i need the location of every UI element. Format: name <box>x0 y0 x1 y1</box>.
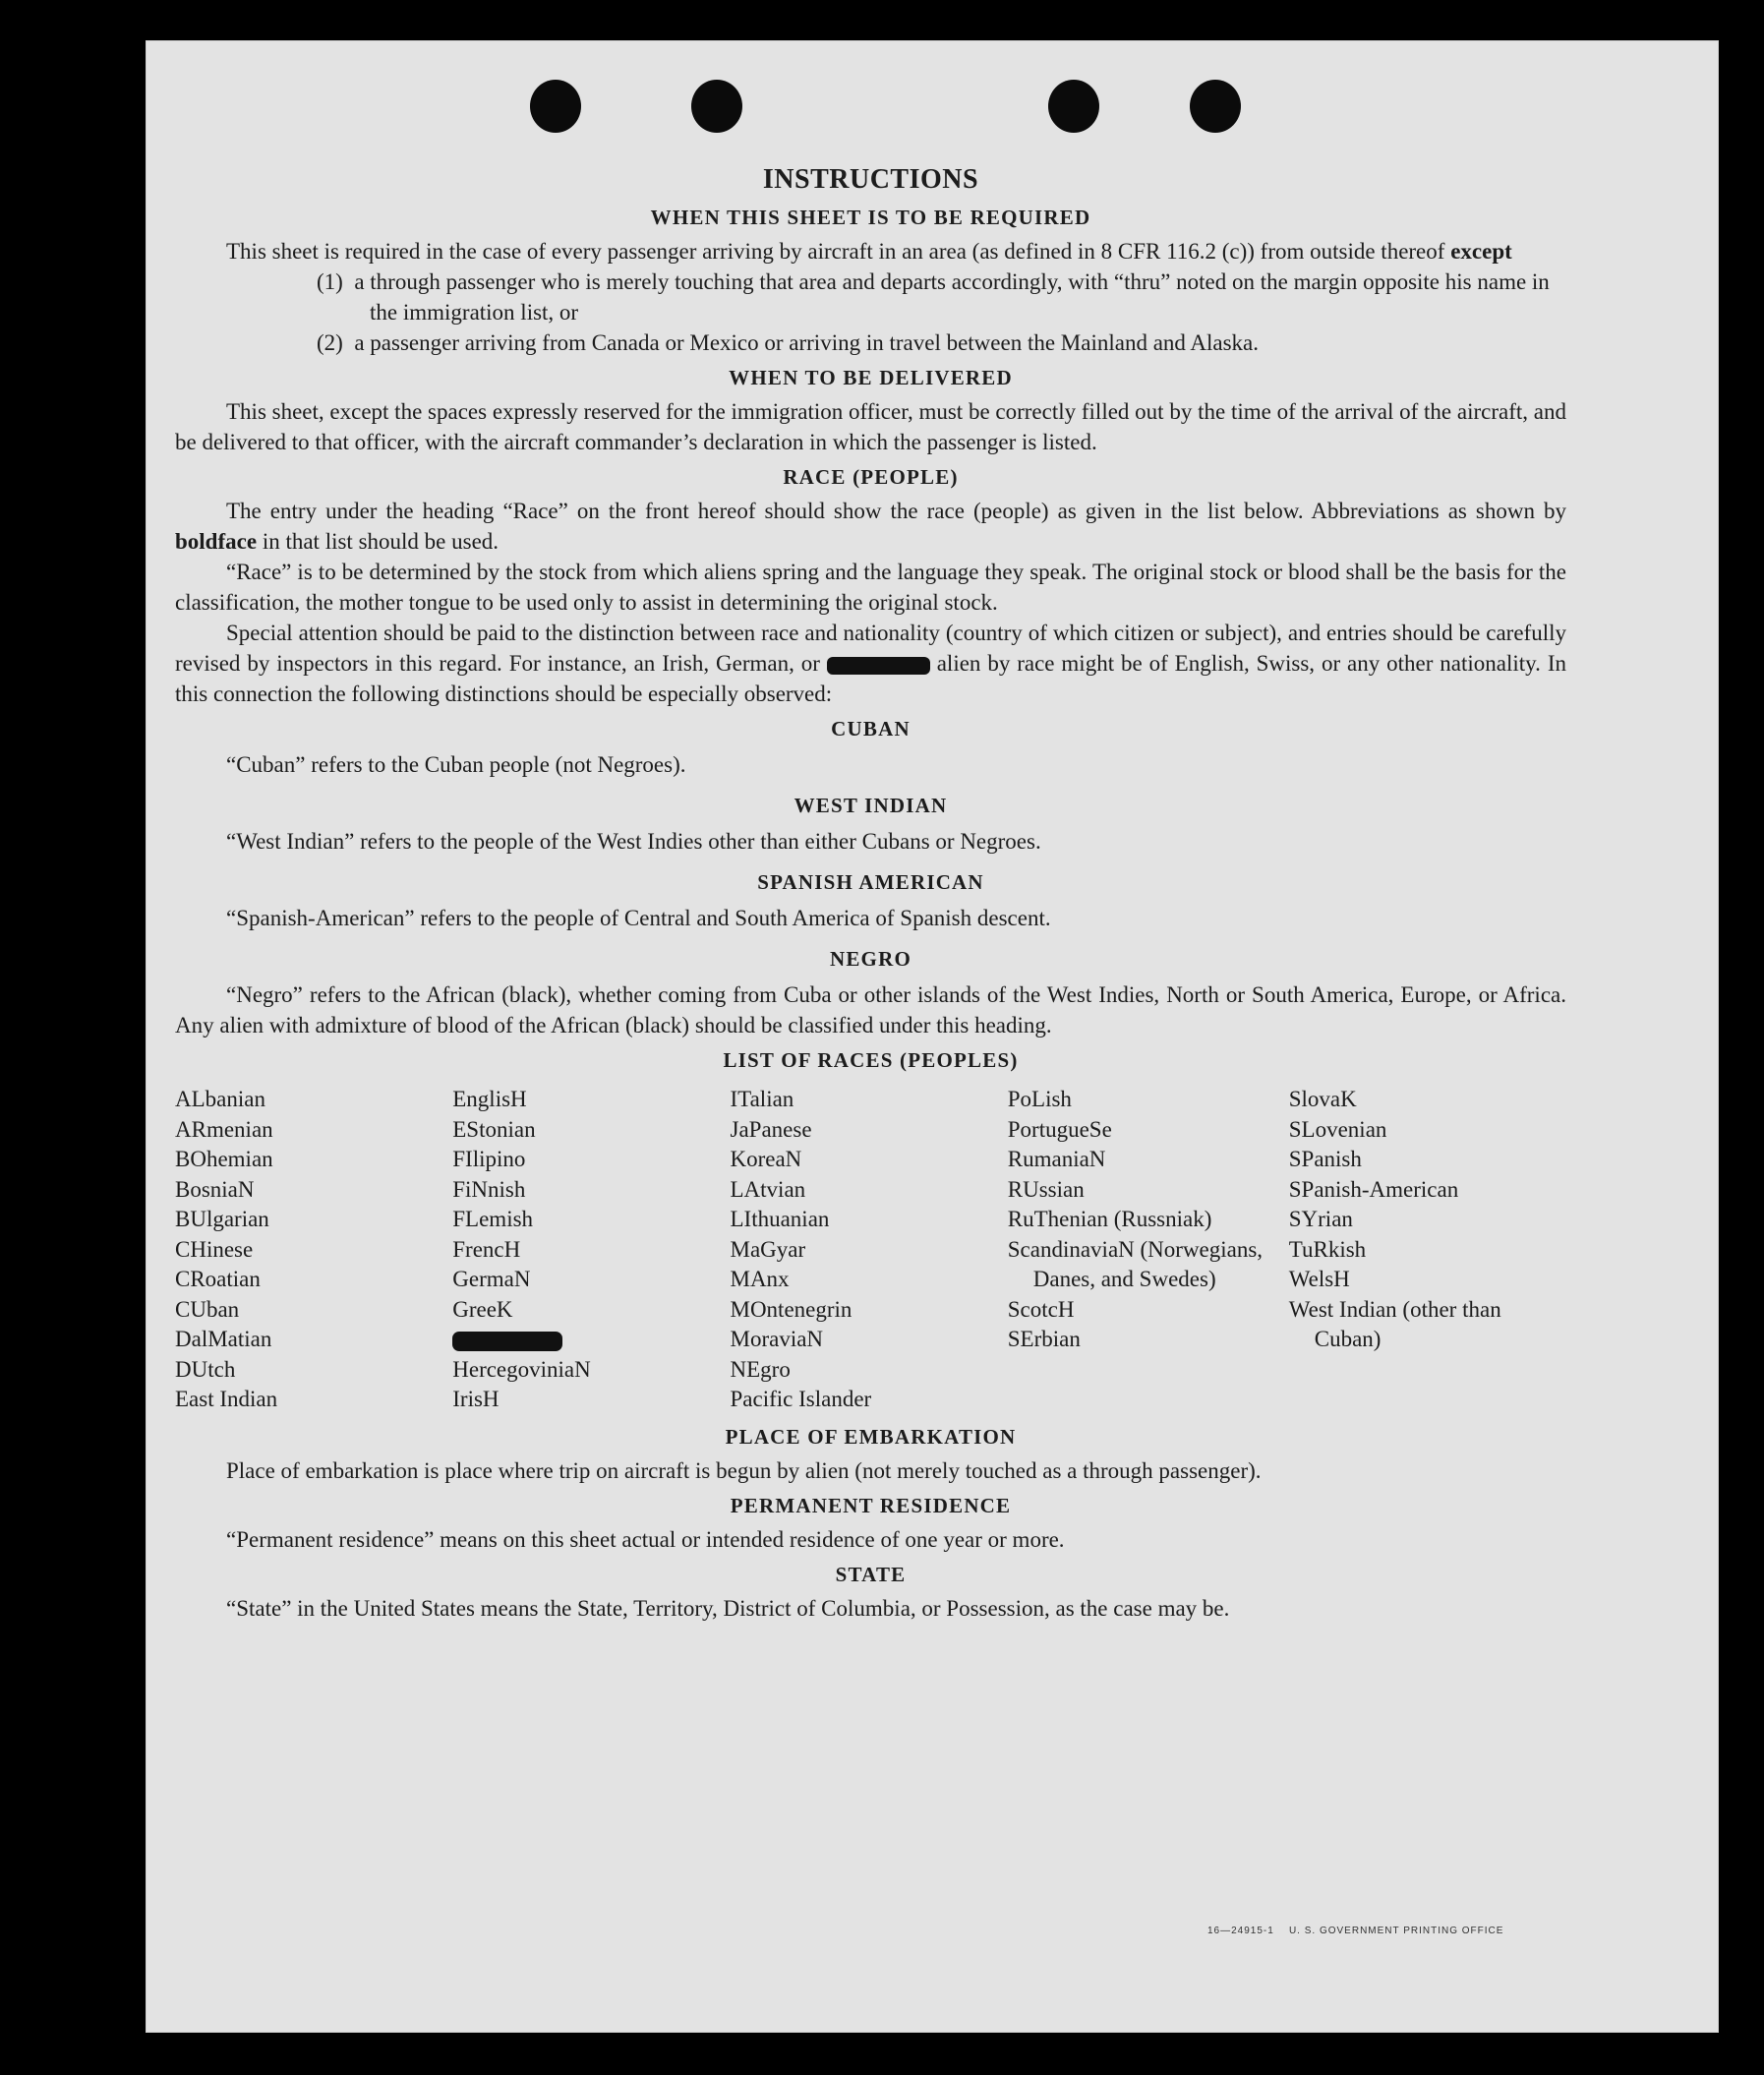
race-item: FrencH <box>452 1236 521 1262</box>
race-item: IrisH <box>452 1387 500 1411</box>
definitions-list <box>175 717 1566 1040</box>
page-title: INSTRUCTIONS <box>762 164 979 195</box>
except-word: except <box>1450 239 1512 264</box>
races-column-3 <box>731 1085 1008 1415</box>
race-item-redacted <box>452 1325 730 1355</box>
race-item: KoreaN <box>730 1147 802 1171</box>
state-paragraph: “State” in the United States means the State, Territory, District of Columbia, or Possession, as the case may be. <box>226 1595 1230 1621</box>
race-item: FiNnish <box>452 1176 526 1202</box>
race-item: FLemish <box>452 1207 534 1231</box>
race-item: CUban <box>175 1296 240 1322</box>
delivered-paragraph: This sheet, except the spaces expressly reserved for the immigration officer, must be correctly filled out by the time of the arrival of the aircraft, and be delivered to that officer, with the aircraft commander’s declaration in which the passenger is listed. <box>175 399 1566 454</box>
race-item: Pacific Islander <box>730 1387 872 1411</box>
definition-heading: SPANISH AMERICAN <box>757 870 984 894</box>
definition-text: “Spanish-American” refers to the people of Central and South America of Spanish descent. <box>226 906 1051 930</box>
printer-credit: U. S. GOVERNMENT PRINTING OFFICE <box>1288 1926 1504 1936</box>
race-item: ALbanian <box>175 1087 265 1111</box>
race-item: RumaniaN <box>1007 1147 1106 1171</box>
race-item: LAtvian <box>730 1176 806 1202</box>
race-paragraph-1 <box>175 496 1566 557</box>
race-item: SYrian <box>1288 1207 1353 1231</box>
race-item: BUlgarian <box>175 1207 269 1231</box>
race-item: EStonian <box>452 1116 536 1142</box>
race-item: SPanish-American <box>1288 1176 1459 1202</box>
item-number: (1) <box>317 269 343 294</box>
definition-heading: WEST INDIAN <box>794 794 948 817</box>
item-number: (2) <box>317 330 343 355</box>
definition-text: “Cuban” refers to the Cuban people (not Negroes). <box>226 752 686 777</box>
races-column-2 <box>452 1085 730 1415</box>
race-item: MAnx <box>730 1267 790 1291</box>
race-p1-text: The entry under the heading “Race” on the front hereof should show the race (people) as given in the list below. Abbreviations as shown by <box>226 499 1566 523</box>
required-paragraph <box>175 236 1566 267</box>
section-heading-residence: PERMANENT RESIDENCE <box>730 1493 1012 1517</box>
item-text: a passenger arriving from Canada or Mexico or arriving in travel between the Mainland and Alaska. <box>354 330 1260 355</box>
race-item: ARmenian <box>175 1116 273 1142</box>
required-intro: This sheet is required in the case of every passenger arriving by aircraft in an area (as defined in 8 CFR 116.2 (c)) from outside thereof <box>226 239 1445 264</box>
race-item: SPanish <box>1288 1147 1362 1171</box>
race-paragraph-2: “Race” is to be determined by the stock from which aliens spring and the language they speak. The original stock or blood shall be the basis for the classification, the mother tongue to be used only to assist in determining the original stock. <box>175 560 1566 615</box>
race-item: CHinese <box>175 1236 254 1262</box>
race-item: MoraviaN <box>730 1327 824 1351</box>
race-item: HercegoviniaN <box>452 1356 591 1382</box>
punch-hole <box>530 80 581 133</box>
section-heading-required: WHEN THIS SHEET IS TO BE REQUIRED <box>650 206 1091 229</box>
document-sheet <box>146 40 1719 2033</box>
race-item: MOntenegrin <box>730 1296 853 1322</box>
race-item: ITalian <box>730 1087 794 1111</box>
race-item: GermaN <box>452 1267 531 1291</box>
race-item: East Indian <box>175 1387 278 1411</box>
race-item: RUssian <box>1007 1176 1085 1202</box>
required-item-2 <box>175 327 1566 358</box>
race-item: GreeK <box>452 1296 513 1322</box>
races-table <box>175 1085 1566 1415</box>
race-item: JaPanese <box>730 1116 812 1142</box>
definition-heading: CUBAN <box>831 717 911 741</box>
race-item: DUtch <box>175 1356 236 1382</box>
race-item: SlovaK <box>1288 1087 1357 1111</box>
definition-text: “Negro” refers to the African (black), whether coming from Cuba or other islands of the West Indies, North or South America, Europe, or Africa. Any alien with admixture of blood of the African (black) should be classified under this heading. <box>175 982 1566 1038</box>
instructions-content <box>175 164 1566 1624</box>
race-item: RuThenian (Russniak) <box>1007 1207 1212 1231</box>
race-item: West Indian (other than Cuban) <box>1288 1296 1501 1351</box>
race-item: PortugueSe <box>1007 1116 1112 1142</box>
punch-hole <box>1190 80 1241 133</box>
boldface-word: boldface <box>175 529 258 554</box>
race-p1-text-end: in that list should be used. <box>262 529 500 554</box>
race-item: DalMatian <box>175 1327 272 1351</box>
races-column-5 <box>1289 1085 1566 1415</box>
punch-hole <box>1048 80 1099 133</box>
race-item: TuRkish <box>1288 1236 1367 1262</box>
section-heading-embarkation: PLACE OF EMBARKATION <box>725 1424 1017 1449</box>
required-item-1 <box>175 267 1566 327</box>
race-item: LIthuanian <box>730 1207 830 1231</box>
section-heading-state: STATE <box>835 1562 907 1586</box>
section-heading-race: RACE (PEOPLE) <box>783 465 959 489</box>
race-item: ScotcH <box>1007 1296 1075 1322</box>
residence-paragraph: “Permanent residence” means on this sheet actual or intended residence of one year or more. <box>226 1526 1065 1552</box>
race-p3-text: Special attention should be paid to the distinction between race and nationality (country of which citizen or subject), and entries should be carefully revised by inspectors in this regard. For instance, an Irish, German, or <box>175 621 1566 676</box>
race-item: ScandinaviaN (Norwegians, Danes, and Swedes) <box>1007 1236 1264 1291</box>
section-heading-races-list: LIST OF RACES (PEOPLES) <box>723 1048 1019 1072</box>
punch-hole <box>691 80 742 133</box>
race-item: PoLish <box>1007 1087 1072 1111</box>
race-item: EnglisH <box>452 1087 527 1111</box>
race-item: MaGyar <box>730 1236 806 1262</box>
form-number: 16—24915-1 <box>1207 1926 1274 1936</box>
definition-text: “West Indian” refers to the people of the West Indies other than either Cubans or Negroes. <box>226 829 1041 854</box>
race-item: NEgro <box>730 1356 791 1382</box>
embarkation-paragraph: Place of embarkation is place where trip on aircraft is begun by alien (not merely touched as a through passenger). <box>226 1457 1262 1483</box>
printer-footer <box>1207 1926 1503 1936</box>
section-heading-delivered: WHEN TO BE DELIVERED <box>729 366 1013 389</box>
race-item: CRoatian <box>175 1267 261 1291</box>
item-text: a through passenger who is merely touching that area and departs accordingly, with “thru” noted on the margin opposite his name in the immigration list, or <box>354 269 1550 325</box>
redaction-mark <box>452 1332 562 1351</box>
race-item: BosniaN <box>175 1176 255 1202</box>
races-column-4 <box>1008 1085 1289 1415</box>
definition-heading: NEGRO <box>829 947 911 971</box>
race-item: SLovenian <box>1288 1116 1387 1142</box>
race-paragraph-3 <box>175 618 1566 709</box>
race-p3-text-end: alien by race might be of English, Swiss, or any other nationality. In this connection the following distinctions should be especially observed: <box>175 651 1566 706</box>
race-item: BOhemian <box>175 1147 273 1171</box>
race-item: WelsH <box>1288 1267 1350 1291</box>
redaction-mark <box>827 657 930 675</box>
race-item: FIlipino <box>452 1147 526 1171</box>
race-item: SErbian <box>1007 1327 1081 1351</box>
races-column-1 <box>175 1085 452 1415</box>
